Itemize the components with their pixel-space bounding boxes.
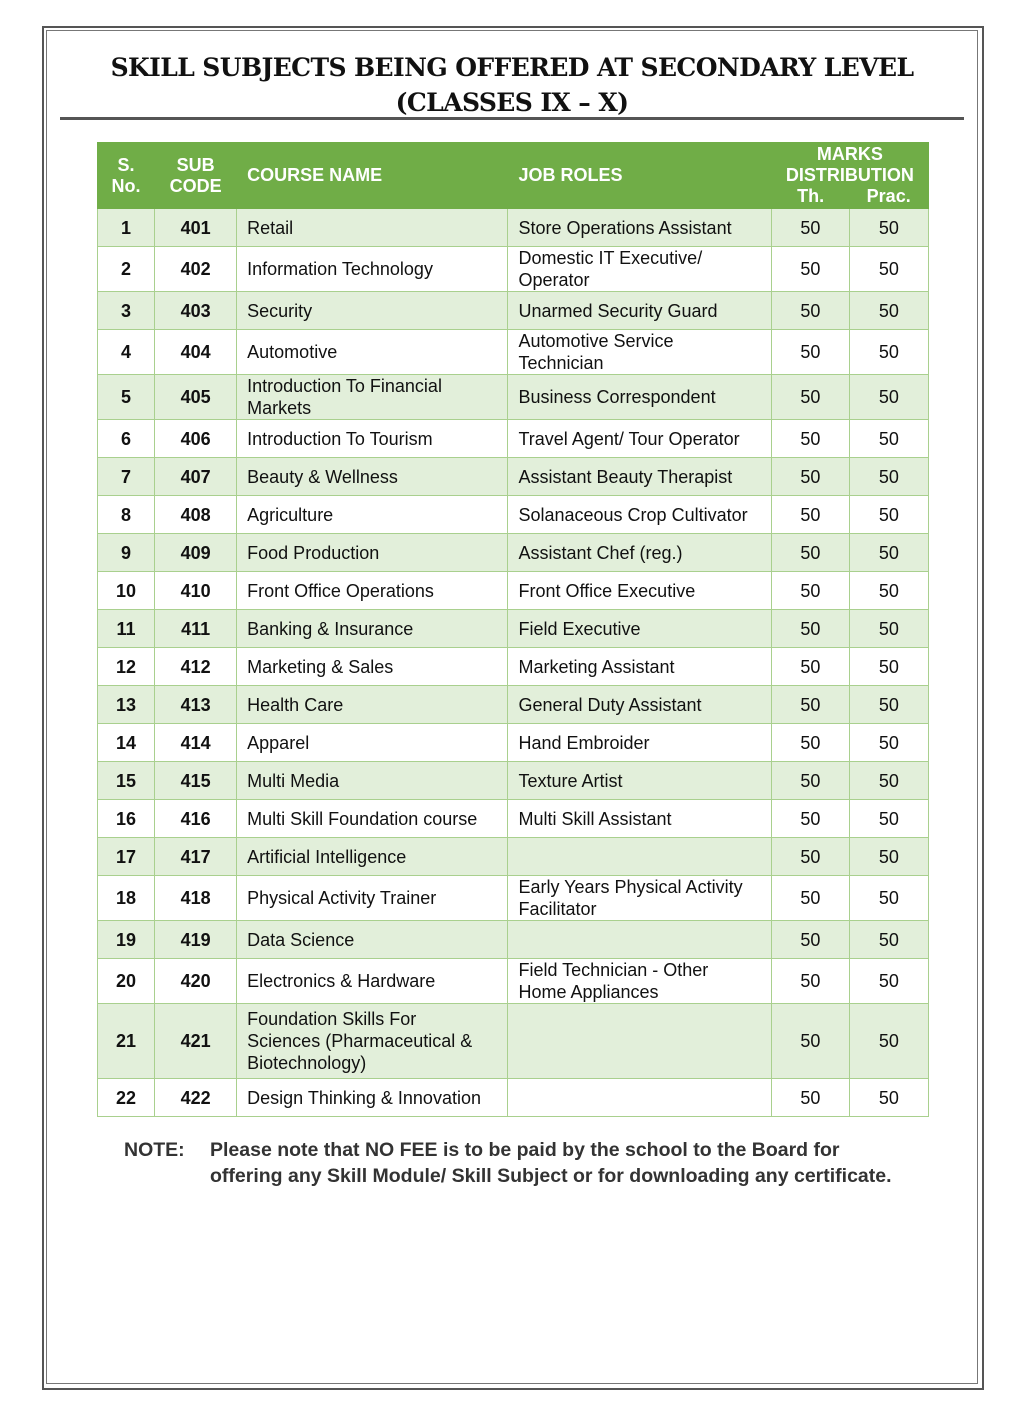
title-line-2: (CLASSES IX – X): [395, 88, 629, 117]
note-label: NOTE:: [124, 1139, 185, 1161]
cell-sno: 18: [98, 876, 155, 921]
table-row: [98, 458, 929, 496]
cell-theory-marks: 50: [771, 1079, 849, 1117]
cell-sno: 14: [98, 724, 155, 762]
cell-sno: 22: [98, 1079, 155, 1117]
cell-practical-marks: 50: [849, 1004, 928, 1079]
cell-sno: 19: [98, 921, 155, 959]
table-row: [98, 724, 929, 762]
cell-job-role: Texture Artist: [508, 762, 771, 800]
cell-practical-marks: 50: [849, 209, 928, 247]
cell-sub-code: 404: [155, 330, 237, 375]
header-sno: S. No.: [98, 143, 155, 209]
cell-practical-marks: 50: [849, 458, 928, 496]
cell-sub-code: 402: [155, 247, 237, 292]
cell-job-role: [508, 1004, 771, 1079]
cell-sno: 5: [98, 375, 155, 420]
table-row: [98, 959, 929, 1004]
table-row: [98, 762, 929, 800]
header-practical: Prac.: [866, 186, 911, 206]
cell-course-name: Apparel: [237, 724, 508, 762]
cell-job-role: Multi Skill Assistant: [508, 800, 771, 838]
cell-practical-marks: 50: [849, 496, 928, 534]
cell-theory-marks: 50: [771, 420, 849, 458]
header-course-name: COURSE NAME: [237, 143, 508, 209]
cell-course-name: Information Technology: [237, 247, 508, 292]
cell-course-name: Introduction To Financial Markets: [237, 375, 508, 420]
header-marks-distribution: [771, 143, 928, 209]
cell-job-role: Business Correspondent: [508, 375, 771, 420]
skill-subjects-table: [97, 142, 929, 1117]
cell-sub-code: 415: [155, 762, 237, 800]
cell-theory-marks: 50: [771, 800, 849, 838]
cell-theory-marks: 50: [771, 686, 849, 724]
cell-job-role: Store Operations Assistant: [508, 209, 771, 247]
cell-sno: 20: [98, 959, 155, 1004]
cell-sno: 13: [98, 686, 155, 724]
header-sub-code: SUB CODE: [155, 143, 237, 209]
cell-course-name: Multi Media: [237, 762, 508, 800]
cell-sno: 21: [98, 1004, 155, 1079]
table-row: [98, 610, 929, 648]
cell-sno: 7: [98, 458, 155, 496]
cell-sub-code: 422: [155, 1079, 237, 1117]
cell-theory-marks: 50: [771, 496, 849, 534]
cell-sub-code: 407: [155, 458, 237, 496]
cell-course-name: Beauty & Wellness: [237, 458, 508, 496]
cell-theory-marks: 50: [771, 572, 849, 610]
title-line-1: SKILL SUBJECTS BEING OFFERED AT SECONDARY LEVEL: [110, 53, 914, 82]
cell-theory-marks: 50: [771, 838, 849, 876]
cell-sno: 10: [98, 572, 155, 610]
cell-course-name: Banking & Insurance: [237, 610, 508, 648]
note-line-2: offering any Skill Module/ Skill Subject or for downloading any certificate.: [210, 1165, 892, 1187]
cell-course-name: Front Office Operations: [237, 572, 508, 610]
cell-job-role: [508, 1079, 771, 1117]
cell-sno: 9: [98, 534, 155, 572]
cell-course-name: Health Care: [237, 686, 508, 724]
cell-sub-code: 409: [155, 534, 237, 572]
cell-theory-marks: 50: [771, 534, 849, 572]
cell-sub-code: 411: [155, 610, 237, 648]
cell-theory-marks: 50: [771, 959, 849, 1004]
cell-sno: 1: [98, 209, 155, 247]
cell-course-name: Retail: [237, 209, 508, 247]
cell-course-name: Introduction To Tourism: [237, 420, 508, 458]
cell-job-role: Assistant Beauty Therapist: [508, 458, 771, 496]
cell-sub-code: 421: [155, 1004, 237, 1079]
cell-theory-marks: 50: [771, 876, 849, 921]
header-job-roles: JOB ROLES: [508, 143, 771, 209]
table-row: [98, 572, 929, 610]
cell-theory-marks: 50: [771, 458, 849, 496]
cell-theory-marks: 50: [771, 648, 849, 686]
cell-practical-marks: 50: [849, 686, 928, 724]
cell-practical-marks: 50: [849, 724, 928, 762]
cell-job-role: General Duty Assistant: [508, 686, 771, 724]
cell-course-name: Physical Activity Trainer: [237, 876, 508, 921]
cell-theory-marks: 50: [771, 1004, 849, 1079]
cell-course-name: Security: [237, 292, 508, 330]
cell-course-name: Artificial Intelligence: [237, 838, 508, 876]
cell-course-name: Agriculture: [237, 496, 508, 534]
cell-course-name: Automotive: [237, 330, 508, 375]
cell-course-name: Marketing & Sales: [237, 648, 508, 686]
table-row: [98, 375, 929, 420]
cell-sno: 12: [98, 648, 155, 686]
cell-sub-code: 417: [155, 838, 237, 876]
cell-course-name: Design Thinking & Innovation: [237, 1079, 508, 1117]
cell-practical-marks: 50: [849, 959, 928, 1004]
fee-note: [124, 1137, 892, 1189]
cell-sno: 4: [98, 330, 155, 375]
cell-theory-marks: 50: [771, 610, 849, 648]
cell-course-name: Foundation Skills For Sciences (Pharmaceutical & Biotechnology): [237, 1004, 508, 1079]
cell-sno: 17: [98, 838, 155, 876]
table-row: [98, 496, 929, 534]
cell-job-role: Travel Agent/ Tour Operator: [508, 420, 771, 458]
cell-practical-marks: 50: [849, 610, 928, 648]
cell-practical-marks: 50: [849, 762, 928, 800]
cell-practical-marks: 50: [849, 1079, 928, 1117]
cell-job-role: Solanaceous Crop Cultivator: [508, 496, 771, 534]
cell-sno: 8: [98, 496, 155, 534]
cell-sub-code: 412: [155, 648, 237, 686]
table-row: [98, 686, 929, 724]
cell-job-role: Front Office Executive: [508, 572, 771, 610]
cell-practical-marks: 50: [849, 330, 928, 375]
cell-job-role: [508, 838, 771, 876]
cell-sub-code: 401: [155, 209, 237, 247]
cell-theory-marks: 50: [771, 330, 849, 375]
cell-sno: 6: [98, 420, 155, 458]
cell-practical-marks: 50: [849, 921, 928, 959]
cell-job-role: Field Technician - Other Home Appliances: [508, 959, 771, 1004]
cell-sub-code: 420: [155, 959, 237, 1004]
cell-theory-marks: 50: [771, 247, 849, 292]
cell-job-role: Domestic IT Executive/ Operator: [508, 247, 771, 292]
table-row: [98, 1079, 929, 1117]
cell-job-role: Hand Embroider: [508, 724, 771, 762]
table-row: [98, 209, 929, 247]
cell-course-name: Multi Skill Foundation course: [237, 800, 508, 838]
cell-course-name: Food Production: [237, 534, 508, 572]
cell-sub-code: 419: [155, 921, 237, 959]
cell-sno: 3: [98, 292, 155, 330]
table-row: [98, 876, 929, 921]
table-row: [98, 648, 929, 686]
cell-sno: 2: [98, 247, 155, 292]
cell-job-role: Automotive Service Technician: [508, 330, 771, 375]
cell-job-role: [508, 921, 771, 959]
cell-practical-marks: 50: [849, 800, 928, 838]
cell-practical-marks: 50: [849, 572, 928, 610]
table-row: [98, 838, 929, 876]
table-row: [98, 800, 929, 838]
cell-theory-marks: 50: [771, 209, 849, 247]
cell-theory-marks: 50: [771, 375, 849, 420]
cell-sno: 15: [98, 762, 155, 800]
cell-practical-marks: 50: [849, 534, 928, 572]
table-header-row: [98, 143, 929, 209]
cell-sno: 11: [98, 610, 155, 648]
cell-job-role: Early Years Physical Activity Facilitator: [508, 876, 771, 921]
cell-practical-marks: 50: [849, 292, 928, 330]
cell-sub-code: 413: [155, 686, 237, 724]
cell-course-name: Data Science: [237, 921, 508, 959]
cell-sub-code: 406: [155, 420, 237, 458]
cell-sub-code: 405: [155, 375, 237, 420]
cell-practical-marks: 50: [849, 420, 928, 458]
cell-sub-code: 416: [155, 800, 237, 838]
table-row: [98, 534, 929, 572]
cell-practical-marks: 50: [849, 375, 928, 420]
cell-sub-code: 408: [155, 496, 237, 534]
table-row: [98, 921, 929, 959]
cell-job-role: Field Executive: [508, 610, 771, 648]
table-row: [98, 292, 929, 330]
document-title: [60, 50, 964, 120]
header-theory: Th.: [797, 186, 825, 206]
cell-theory-marks: 50: [771, 724, 849, 762]
cell-sub-code: 403: [155, 292, 237, 330]
table-row: [98, 247, 929, 292]
cell-theory-marks: 50: [771, 921, 849, 959]
cell-sub-code: 410: [155, 572, 237, 610]
cell-sub-code: 418: [155, 876, 237, 921]
cell-course-name: Electronics & Hardware: [237, 959, 508, 1004]
table-row: [98, 1004, 929, 1079]
cell-theory-marks: 50: [771, 762, 849, 800]
table-row: [98, 420, 929, 458]
cell-job-role: Marketing Assistant: [508, 648, 771, 686]
cell-theory-marks: 50: [771, 292, 849, 330]
cell-practical-marks: 50: [849, 876, 928, 921]
table-row: [98, 330, 929, 375]
cell-practical-marks: 50: [849, 648, 928, 686]
cell-job-role: Assistant Chef (reg.): [508, 534, 771, 572]
note-line-1: Please note that NO FEE is to be paid by the school to the Board for: [210, 1139, 840, 1161]
cell-sno: 16: [98, 800, 155, 838]
cell-practical-marks: 50: [849, 838, 928, 876]
marks-distribution-label: MARKS DISTRIBUTION: [785, 144, 914, 185]
cell-sub-code: 414: [155, 724, 237, 762]
cell-practical-marks: 50: [849, 247, 928, 292]
cell-job-role: Unarmed Security Guard: [508, 292, 771, 330]
title-rule: [60, 117, 964, 120]
